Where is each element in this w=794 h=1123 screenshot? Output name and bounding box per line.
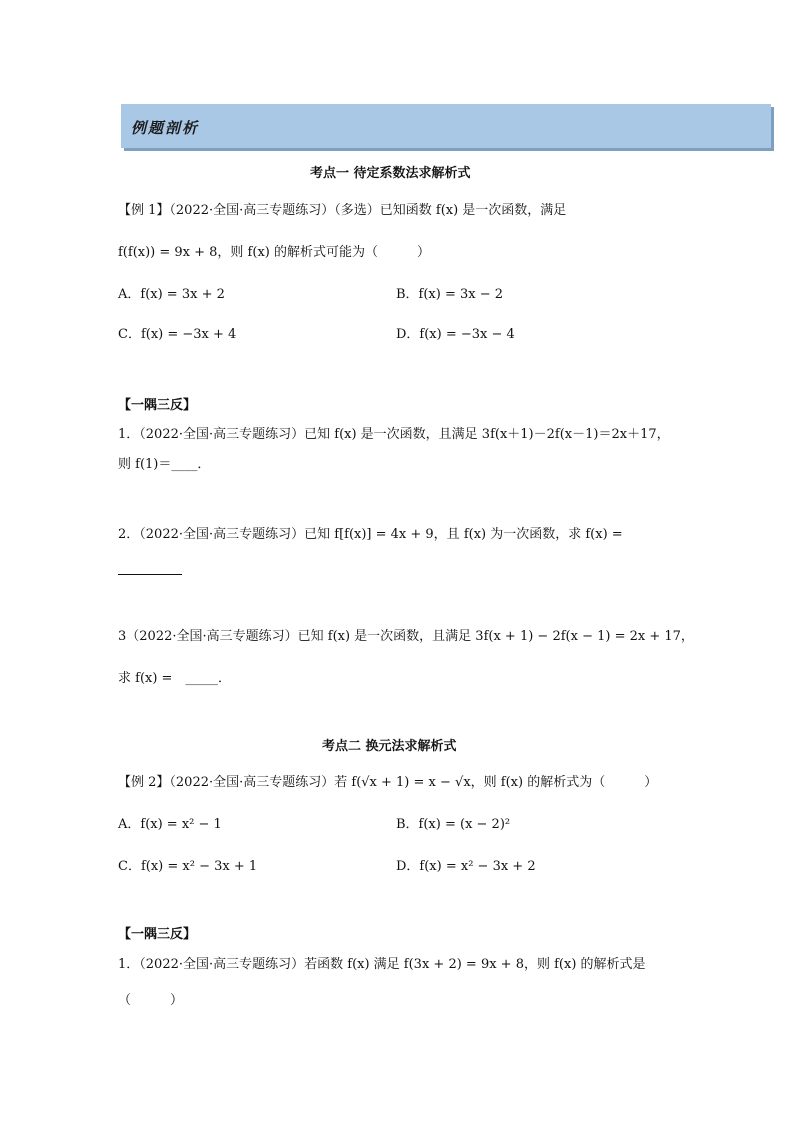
practice1-q2-line1: 2．（2022·全国·高三专题练习）已知 f[f(x)] = 4x + 9，且 f(x) 为一次函数，求 f(x) = (118, 527, 623, 542)
practice2-title: 【一隅三反】 (118, 927, 197, 942)
practice2-q1-line1: 1．（2022·全国·高三专题练习）若函数 f(x) 满足 f(3x + 2) = 9x + 8，则 f(x) 的解析式是 (118, 957, 646, 972)
example2-line1: 【例 2】（2022·全国·高三专题练习）若 f(√x + 1) = x − √x，则 f(x) 的解析式为（ ） (118, 775, 658, 790)
section1-title: 考点一 待定系数法求解析式 (310, 166, 471, 181)
example1-option-b: B．f(x) = 3x − 2 (396, 287, 504, 302)
example1-option-a: A．f(x) = 3x + 2 (118, 287, 225, 302)
practice1-q2-answer-blank (118, 560, 182, 581)
practice2-q1-line2: （ ） (118, 993, 184, 1008)
example1-line2: f(f(x)) = 9x + 8，则 f(x) 的解析式可能为（ ） (118, 245, 430, 260)
example2-option-a: A．f(x) = x² − 1 (118, 817, 222, 832)
example1-option-c: C．f(x) = −3x + 4 (118, 327, 237, 342)
example1-option-d: D．f(x) = −3x − 4 (396, 327, 515, 342)
section-banner (121, 104, 771, 148)
banner-title: 例题剖析 (131, 119, 200, 137)
practice1-q1-line2: 则 f(1)＝____． (118, 457, 211, 472)
practice1-q1-line1: 1．（2022·全国·高三专题练习）已知 f(x) 是一次函数，且满足 3f(x＋1)－2f(x－1)＝2x＋17， (118, 427, 670, 442)
practice1-q3-line1: 3（2022·全国·高三专题练习）已知 f(x) 是一次函数，且满足 3f(x + 1) − 2f(x − 1) = 2x + 17， (118, 629, 694, 644)
example2-option-d: D．f(x) = x² − 3x + 2 (396, 859, 536, 874)
example1-line1: 【例 1】（2022·全国·高三专题练习）（多选）已知函数 f(x) 是一次函数，满足 (118, 203, 567, 218)
section2-title: 考点二 换元法求解析式 (322, 739, 457, 754)
example2-option-b: B．f(x) = (x − 2)² (396, 817, 511, 832)
practice1-q3-line2: 求 f(x) = _____． (118, 671, 231, 686)
practice1-title: 【一隅三反】 (118, 398, 197, 413)
example2-option-c: C．f(x) = x² − 3x + 1 (118, 859, 258, 874)
